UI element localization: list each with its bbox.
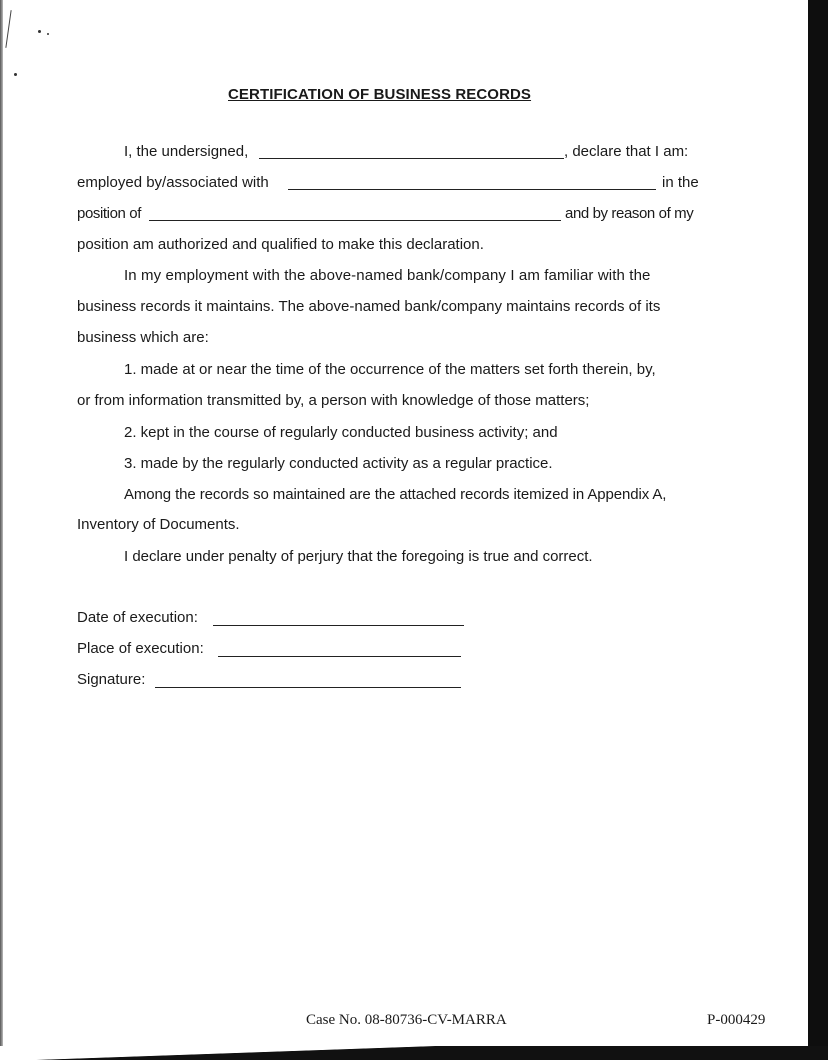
appendix-line2: Inventory of Documents.	[77, 516, 240, 533]
item3: 3. made by the regularly conducted activity as a regular practice.	[124, 455, 553, 472]
appendix-line1: Among the records so maintained are the attached records itemized in Appendix A,	[124, 486, 667, 503]
employer-blank-line[interactable]	[288, 189, 656, 190]
place-blank-line[interactable]	[218, 656, 461, 657]
date-blank-line[interactable]	[213, 625, 464, 626]
name-blank-line[interactable]	[259, 158, 564, 159]
signature-blank-line[interactable]	[155, 687, 461, 688]
employed-prefix: employed by/associated with	[77, 174, 269, 191]
document-title: CERTIFICATION OF BUSINESS RECORDS	[228, 86, 532, 103]
scan-bottom-edge	[0, 1046, 828, 1060]
scan-left-edge	[0, 0, 3, 1060]
item1-line1: 1. made at or near the time of the occurrence of the matters set forth therein, by,	[124, 361, 656, 378]
paragraph2-line3: business which are:	[77, 329, 209, 346]
place-label: Place of execution:	[77, 640, 204, 657]
scan-right-edge	[808, 0, 828, 1060]
position-blank-line[interactable]	[149, 220, 561, 221]
undersigned-suffix: , declare that I am:	[564, 143, 689, 160]
paragraph2-line2: business records it maintains. The above-named bank/company maintains records of its	[77, 298, 661, 315]
scan-speck	[47, 33, 49, 35]
undersigned-prefix: I, the undersigned,	[124, 143, 249, 160]
authorized-line: position am authorized and qualified to make this declaration.	[77, 236, 484, 253]
scan-scratch	[5, 10, 11, 48]
item2: 2. kept in the course of regularly conducted business activity; and	[124, 424, 558, 441]
scan-speck	[14, 73, 17, 76]
employed-suffix: in the	[662, 174, 699, 191]
paragraph2-line1: In my employment with the above-named bank/company I am familiar with the	[124, 267, 651, 284]
item1-line2: or from information transmitted by, a person with knowledge of those matters;	[77, 392, 590, 409]
position-prefix: position of	[77, 205, 141, 222]
scan-speck	[38, 30, 41, 33]
signature-label: Signature:	[77, 671, 146, 688]
position-suffix: and by reason of my	[565, 205, 694, 222]
perjury-statement: I declare under penalty of perjury that the foregoing is true and correct.	[124, 548, 593, 565]
page-id: P-000429	[707, 1012, 766, 1028]
case-number: Case No. 08-80736-CV-MARRA	[306, 1012, 507, 1028]
date-label: Date of execution:	[77, 609, 198, 626]
